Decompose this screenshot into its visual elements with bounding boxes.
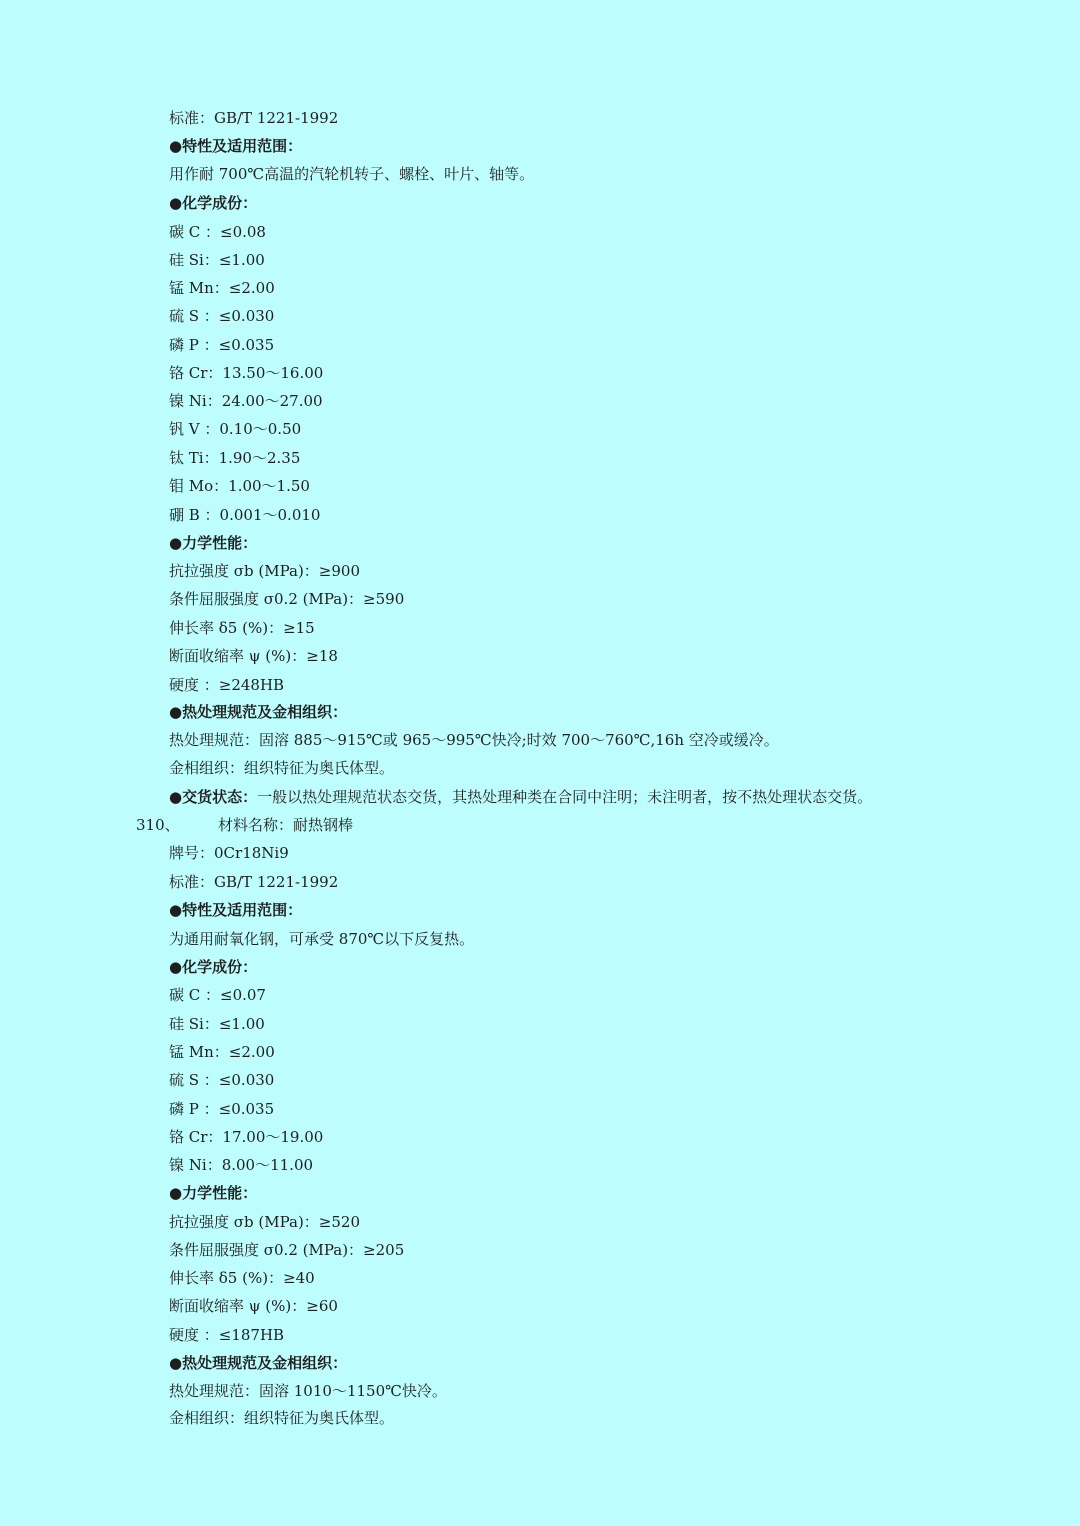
bullet-icon: ●	[169, 137, 183, 155]
mech-heading: ●力学性能：	[169, 534, 258, 552]
chem-item: 硅 Si：≤1.00	[169, 251, 265, 269]
grade-line: 牌号：0Cr18Ni9	[169, 844, 289, 862]
bullet-icon: ●	[169, 1354, 183, 1372]
material-name: 材料名称：耐热钢棒	[218, 816, 354, 834]
chem-item: 硅 Si：≤1.00	[169, 1015, 265, 1033]
mech-item: 条件屈服强度 σ0.2 (MPa)：≥205	[169, 1241, 405, 1259]
chem-item: 磷 P ：≤0.035	[169, 336, 275, 354]
entry-number: 310、	[136, 816, 180, 834]
mech-item: 抗拉强度 σb (MPa)：≥520	[169, 1213, 361, 1231]
chem-item: 碳 C ：≤0.08	[169, 223, 266, 241]
heat-spec: 热处理规范：固溶 1010～1150℃快冷。	[169, 1382, 447, 1400]
heat-heading: ●热处理规范及金相组织：	[169, 703, 348, 721]
delivery-line: ●交货状态：一般以热处理规范状态交货，其热处理种类在合同中注明；未注明者，按不热处理状态交货。	[169, 788, 873, 806]
features-text: 用作耐 700℃高温的汽轮机转子、螺栓、叶片、轴等。	[169, 165, 535, 183]
mech-item: 硬度 ：≥248HB	[169, 676, 285, 694]
chem-item: 硫 S ：≤0.030	[169, 1071, 275, 1089]
chem-item: 硫 S ：≤0.030	[169, 307, 275, 325]
chem-item: 镍 Ni：24.00～27.00	[169, 392, 323, 410]
bullet-icon: ●	[169, 1184, 183, 1202]
chem-item: 磷 P ：≤0.035	[169, 1100, 275, 1118]
standard-line: 标准：GB/T 1221-1992	[169, 109, 339, 127]
mech-item: 伸长率 δ5 (%)：≥40	[169, 1269, 315, 1287]
bullet-icon: ●	[169, 194, 183, 212]
mech-item: 抗拉强度 σb (MPa)：≥900	[169, 562, 361, 580]
microstructure: 金相组织：组织特征为奥氏体型。	[169, 759, 395, 777]
mech-item: 条件屈服强度 σ0.2 (MPa)：≥590	[169, 590, 405, 608]
chem-item: 锰 Mn：≤2.00	[169, 279, 275, 297]
chem-item: 硼 B ：0.001～0.010	[169, 506, 321, 524]
heat-heading: ●热处理规范及金相组织：	[169, 1354, 348, 1372]
microstructure: 金相组织：组织特征为奥氏体型。	[169, 1409, 395, 1427]
chem-item: 钼 Mo：1.00～1.50	[169, 477, 310, 495]
mech-heading: ●力学性能：	[169, 1184, 258, 1202]
features-heading: ●特性及适用范围：	[169, 137, 303, 155]
mech-item: 断面收缩率 ψ (%)：≥18	[169, 647, 338, 665]
bullet-icon: ●	[169, 901, 183, 919]
standard-line: 标准：GB/T 1221-1992	[169, 873, 339, 891]
bullet-icon: ●	[169, 534, 183, 552]
chem-item: 铬 Cr：13.50～16.00	[169, 364, 324, 382]
chem-heading: ●化学成份：	[169, 194, 258, 212]
chem-item: 铬 Cr：17.00～19.00	[169, 1128, 324, 1146]
chem-item: 锰 Mn：≤2.00	[169, 1043, 275, 1061]
chem-heading: ●化学成份：	[169, 958, 258, 976]
chem-item: 钛 Ti：1.90～2.35	[169, 449, 301, 467]
delivery-text: 一般以热处理规范状态交货，其热处理种类在合同中注明；未注明者，按不热处理状态交货。	[257, 788, 873, 806]
chem-item: 碳 C ：≤0.07	[169, 986, 266, 1004]
chem-item: 镍 Ni：8.00～11.00	[169, 1156, 314, 1174]
bullet-icon: ●	[169, 958, 183, 976]
mech-item: 硬度 ：≤187HB	[169, 1326, 285, 1344]
features-heading: ●特性及适用范围：	[169, 901, 303, 919]
mech-item: 伸长率 δ5 (%)：≥15	[169, 619, 315, 637]
features-text: 为通用耐氧化钢，可承受 870℃以下反复热。	[169, 930, 475, 948]
heat-spec: 热处理规范：固溶 885～915℃或 965～995℃快冷;时效 700～760℃,16h 空冷或缓冷。	[169, 731, 779, 749]
mech-item: 断面收缩率 ψ (%)：≥60	[169, 1297, 338, 1315]
bullet-icon: ●	[169, 788, 183, 806]
chem-item: 钒 V ：0.10～0.50	[169, 420, 302, 438]
bullet-icon: ●	[169, 703, 183, 721]
